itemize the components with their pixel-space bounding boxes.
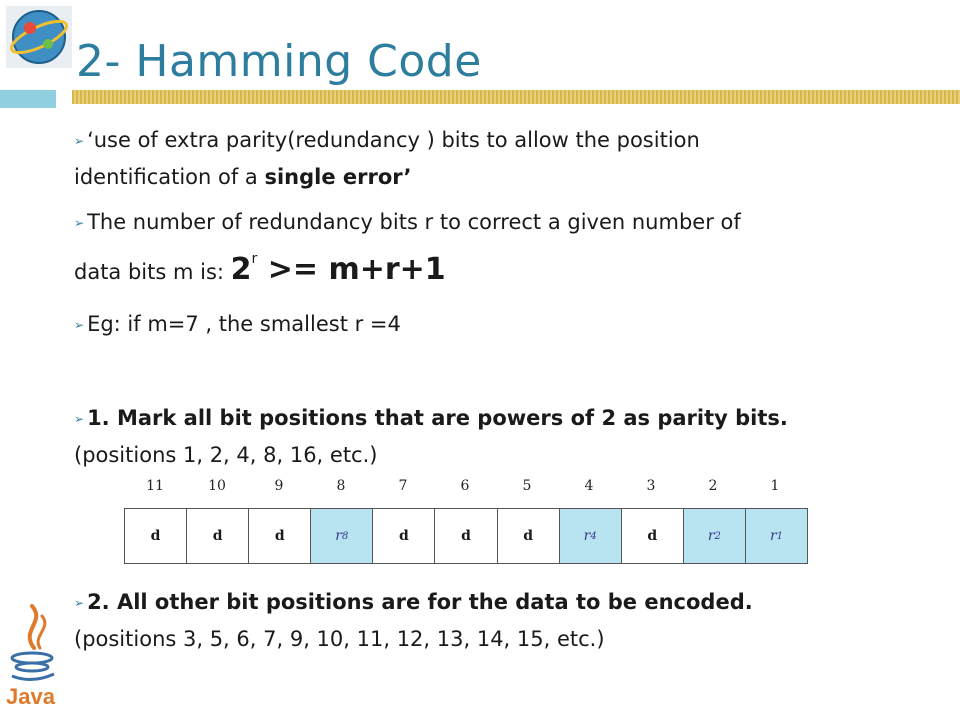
bullet-text: Eg: if m=7 , the smallest r =4 xyxy=(87,312,401,336)
bullet-text: identification of a xyxy=(74,165,265,189)
bullet-bold-text: single error’ xyxy=(264,165,412,189)
bit-position-number: 1 xyxy=(770,478,780,494)
bit-position-number: 10 xyxy=(208,478,226,494)
data-bit-cell xyxy=(622,509,684,563)
data-bit-cell xyxy=(498,509,560,563)
cell-label: r xyxy=(583,528,591,544)
formula xyxy=(231,252,446,287)
cell-subscript: 4 xyxy=(590,530,597,542)
bullet-arrow-icon: ➢ xyxy=(74,412,85,426)
formula-rest: >= m+r+1 xyxy=(257,252,446,287)
accent-bar xyxy=(0,90,56,108)
data-bit-cell xyxy=(249,509,311,563)
cell-label: d xyxy=(150,528,161,544)
cell-label: d xyxy=(399,528,409,544)
bullet-step-2 xyxy=(74,584,753,657)
bullet-step-1 xyxy=(74,400,788,473)
cell-label: r xyxy=(707,528,715,544)
bit-position-number: 6 xyxy=(460,478,470,494)
bullet-definition xyxy=(74,122,700,195)
cell-label: d xyxy=(461,528,471,544)
bullet-example xyxy=(74,306,401,343)
bit-position-number: 8 xyxy=(336,478,346,494)
bullet-arrow-icon: ➢ xyxy=(74,596,85,610)
data-bit-cell xyxy=(435,509,497,563)
cell-label: r xyxy=(335,528,342,544)
bullet-arrow-icon: ➢ xyxy=(74,134,85,148)
bullet-text: (positions 3, 5, 6, 7, 9, 10, 11, 12, 13, 14, 15, etc.) xyxy=(74,627,605,651)
bit-position-number: 9 xyxy=(274,478,284,494)
parity-bit-cell xyxy=(684,509,746,563)
cell-label: d xyxy=(274,528,285,544)
data-bit-cell xyxy=(373,509,435,563)
parity-bit-cell xyxy=(311,509,373,563)
cell-label: d xyxy=(212,528,223,544)
cell-label: d xyxy=(647,528,658,544)
cell-label: d xyxy=(523,528,533,544)
bullet-bold-text: 2. All other bit positions are for the data to be encoded. xyxy=(87,590,753,614)
bullet-text: ‘use of extra parity(redundancy ) bits to allow the position xyxy=(87,128,700,152)
bullet-text: (positions 1, 2, 4, 8, 16, etc.) xyxy=(74,443,378,467)
bullet-bold-text: 1. Mark all bit positions that are powers of 2 as parity bits. xyxy=(87,406,788,430)
bullet-redundancy-formula xyxy=(74,204,741,290)
bit-position-table xyxy=(124,478,808,562)
java-logo-text: Java xyxy=(6,684,55,709)
bit-position-number: 4 xyxy=(584,478,594,494)
bit-position-number: 11 xyxy=(146,478,164,494)
globe-logo-icon xyxy=(6,6,72,68)
bit-position-number: 5 xyxy=(522,478,532,494)
bit-position-number: 3 xyxy=(646,478,656,494)
data-bit-cell xyxy=(125,509,187,563)
bullet-arrow-icon: ➢ xyxy=(74,318,85,332)
java-logo-icon xyxy=(2,600,66,712)
cell-subscript: 2 xyxy=(714,530,721,542)
parity-bit-cell xyxy=(560,509,622,563)
page-title: 2- Hamming Code xyxy=(76,36,482,87)
bit-position-number: 2 xyxy=(708,478,718,494)
cell-subscript: 8 xyxy=(341,530,349,542)
cell-subscript: 1 xyxy=(776,530,784,542)
bit-position-number: 7 xyxy=(398,478,408,494)
position-numbers-row xyxy=(124,478,808,502)
parity-bit-cell xyxy=(746,509,807,563)
data-bit-cell xyxy=(187,509,249,563)
formula-exponent: r xyxy=(251,251,258,267)
formula-base: 2 xyxy=(230,252,252,287)
title-rule xyxy=(72,90,960,104)
bullet-text: data bits m is: xyxy=(74,260,231,284)
bullet-arrow-icon: ➢ xyxy=(74,216,85,230)
cell-label: r xyxy=(769,528,777,544)
bullet-text: The number of redundancy bits r to correct a given number of xyxy=(87,210,741,234)
bit-cells-row xyxy=(124,508,808,564)
